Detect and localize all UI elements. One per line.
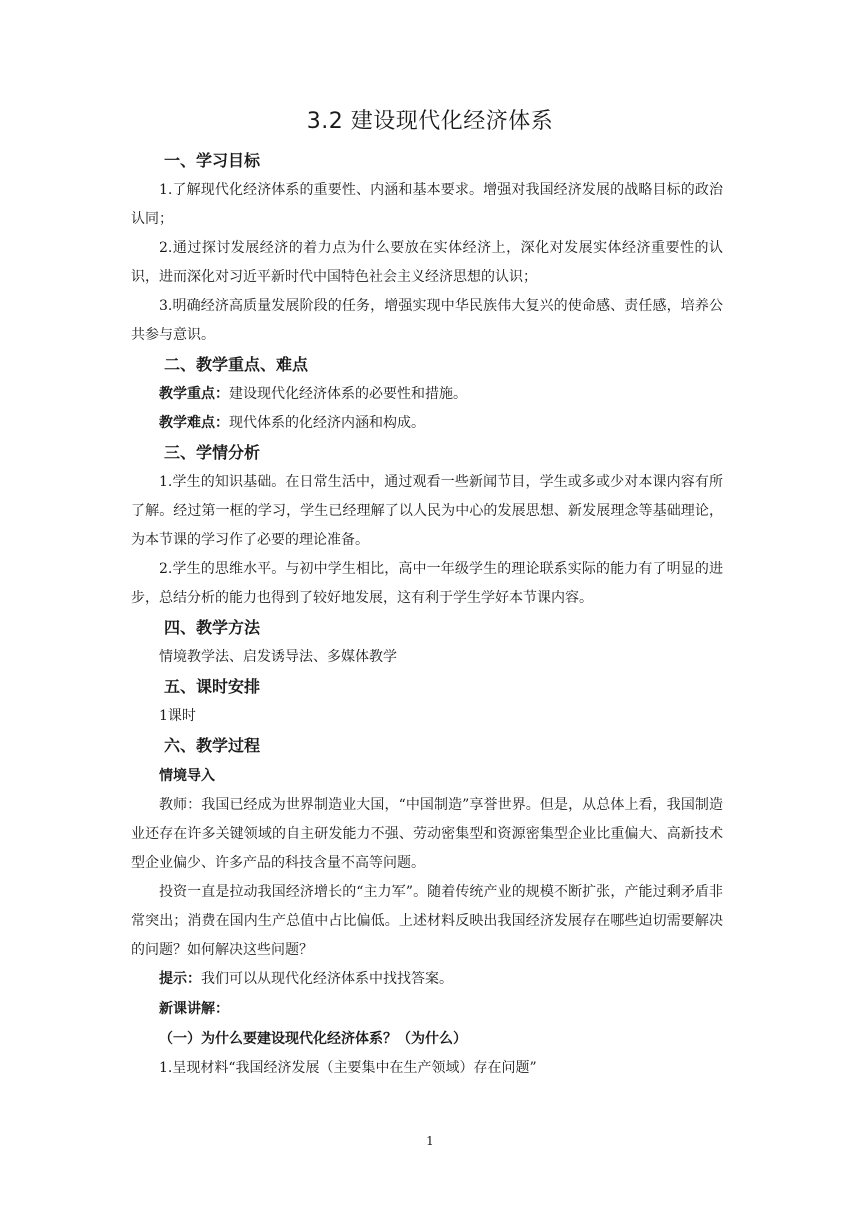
paragraph: 1.了解现代化经济体系的重要性、内涵和基本要求。增强对我国经济发展的战略目标的政治认同； [131, 182, 723, 227]
paragraph: 1.呈现材料“我国经济发展（主要集中在生产领域）存在问题” [159, 1060, 537, 1076]
heading-teaching-methods: 四、教学方法 [164, 618, 261, 637]
paragraph: 情境教学法、启发诱导法、多媒体教学 [159, 649, 397, 665]
paragraph-key-point [131, 380, 723, 409]
paragraph: 2.通过探讨发展经济的着力点为什么要放在实体经济上，深化对发展实体经济重要性的认识，进而深化对习近平新时代中国特色社会主义经济思想的认识； [131, 240, 723, 285]
text-hint: 我们可以从现代化经济体系中找找答案。 [201, 971, 453, 987]
paragraph: 3.明确经济高质量发展阶段的任务，增强实现中华民族伟大复兴的使命感、责任感，培养公共参与意识。 [131, 298, 723, 343]
paragraph: 投资一直是拉动我国经济增长的“主力军”。随着传统产业的规模不断扩张，产能过剩矛盾非常突出；消费在国内生产总值中占比偏低。上述材料反映出我国经济发展存在哪些迫切需要解决的问题？如何解决这些问题？ [131, 884, 723, 958]
label-key-point: 教学重点： [159, 386, 229, 402]
heading-key-points: 二、教学重点、难点 [164, 355, 309, 374]
document-body [131, 146, 723, 1083]
paragraph-hint [131, 965, 723, 994]
label-scenario-intro: 情境导入 [159, 768, 215, 784]
label-difficulty: 教学难点： [159, 415, 229, 431]
subheading-why: （一）为什么要建设现代化经济体系？（为什么） [159, 1031, 467, 1047]
label-hint: 提示： [159, 971, 201, 987]
heading-student-analysis: 三、学情分析 [164, 443, 261, 462]
text-key-point: 建设现代化经济体系的必要性和措施。 [229, 386, 467, 402]
paragraph: 1.学生的知识基础。在日常生活中，通过观看一些新闻节目，学生或多或少对本课内容有所了解。经过第一框的学习，学生已经理解了以人民为中心的发展思想、新发展理念等基础理论，为本节课的学习作了必要的理论准备。 [131, 474, 723, 548]
heading-learning-goals: 一、学习目标 [164, 151, 261, 170]
page-number: 1 [426, 1134, 434, 1148]
text-difficulty: 现代体系的化经济内涵和构成。 [229, 415, 425, 431]
paragraph: 教师：我国已经成为世界制造业大国，“中国制造”享誉世界。但是，从总体上看，我国制造业还存在许多关键领域的自主研发能力不强、劳动密集型和资源密集型企业比重偏大、高新技术型企业偏少、许多产品的科技含量不高等问题。 [131, 797, 723, 871]
paragraph-difficulty [131, 409, 723, 438]
heading-schedule: 五、课时安排 [164, 677, 261, 696]
paragraph: 1课时 [159, 708, 196, 724]
heading-teaching-process: 六、教学过程 [164, 736, 261, 755]
paragraph: 2.学生的思维水平。与初中学生相比，高中一年级学生的理论联系实际的能力有了明显的进步，总结分析的能力也得到了较好地发展，这有利于学生学好本节课内容。 [131, 561, 723, 606]
label-new-lesson: 新课讲解： [159, 1001, 229, 1017]
document-title: 3.2 建设现代化经济体系 [306, 109, 554, 134]
